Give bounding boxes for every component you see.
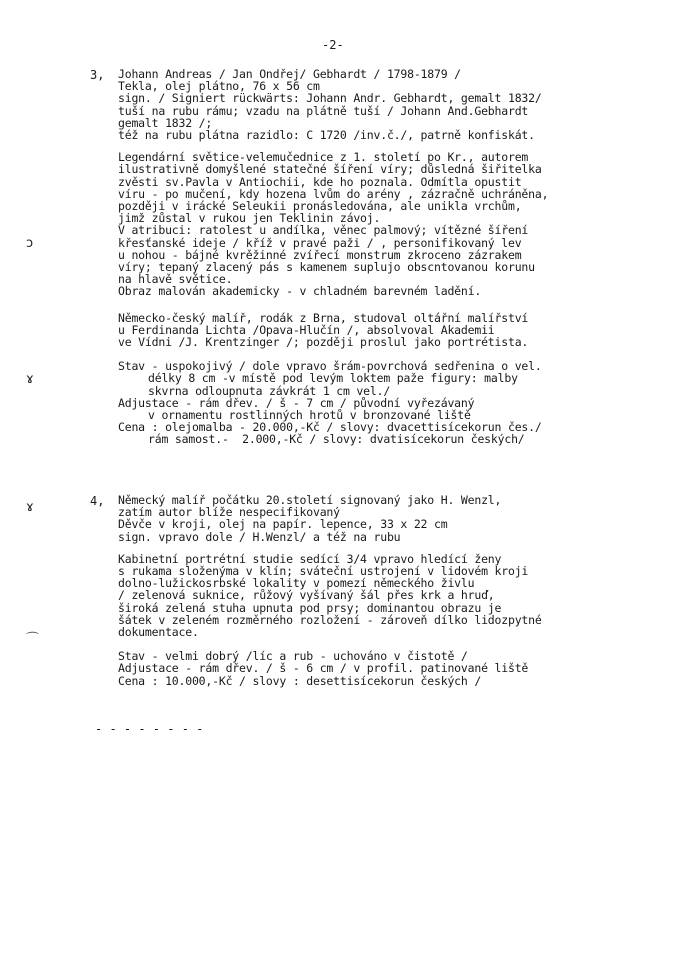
condition-line: skvrna odloupnuta závkrát 1 cm vel./ [148,383,391,398]
entry-header-line: Tekla, olej plátno, 76 x 56 cm [118,79,320,94]
author-bio-line: Německo-český malíř, rodák z Brna, studoval oltářní malířství [118,310,529,325]
entry-header-line: Děvče v kroji, olej na papír. lepence, 33 x 22 cm [118,517,448,532]
description-line: na hlavě světice. [118,272,233,287]
entry-header-line: gemalt 1832 /; [118,115,213,130]
description-line: později v irácké Seleukii pronásledována, ale unikla vrchům, [118,199,522,214]
margin-mark: ↄ [26,236,34,251]
description-line: zvěsti sv.Pavla v Antiochii, kde ho poznala. Odmítla opustit [118,174,522,189]
description-line: víru - po mučení, kdy hozena lvům do arény , zázračně uchráněna, [118,186,549,201]
entry-header-line: sign. vpravo dole / H.Wenzl/ a též na rubu [118,529,401,544]
catalog-entry [90,67,678,447]
entry-header-line: též na rubu plátna razidlo: C 1720 /inv.č./, patrně konfiskát. [118,128,535,143]
entry-header-line: Johann Andreas / Jan Ondřej/ Gebhardt / 1798-1879 / [118,67,461,81]
entry-number: 3, [90,68,105,82]
condition-line: v ornamentu rostlinných hrotů v bronzované liště [148,408,471,423]
entry-header-line: tuší na rubu rámu; vzadu na plátně tuší / Johann And.Gebhardt [118,103,529,118]
description-line: Obraz malován akademicky - v chladném barevném ladění. [118,284,482,299]
margin-mark: ɤ [26,500,34,515]
condition-line: Adjustace - rám dřev. / š - 7 cm / původní vyřezávaný [118,395,475,410]
entry-header-line: zatím autor blíže nespecifikovaný [118,505,340,520]
description-line: křesťanské ideje / kříž v pravé paži / , personifikovaný lev [118,235,522,250]
author-bio-line: ve Vídni /J. Krentzinger /; později proslul jako portrétista. [118,335,529,350]
margin-mark: ɤ [26,372,34,387]
catalog-entry [90,493,678,688]
description-line: Legendární světice-velemučednice z 1. století po Kr., autorem [118,150,529,165]
description-line: jimž zůstal v rukou jen Teklinin závoj. [118,211,381,226]
entry-header-line: sign. / Signiert rückwärts: Johann Andr. Gebhardt, gemalt 1832/ [118,91,542,106]
footer-separator: - - - - - - - - [95,722,204,736]
page-number: -2- [322,38,344,52]
condition-line: Stav - uspokojivý / dole vpravo šrám-povrchová sedřenina o vel. [118,359,542,374]
description-line: s rukama složenýma v klín; sváteční ustrojení v lidovém kroji [118,564,529,579]
description-line: ilustrativně domyšlené statečné šíření víry; důsledná šiřitelka [118,162,542,177]
entry-header-line: Německý malíř počátku 20.století signovaný jako H. Wenzl, [118,493,502,507]
description-line: u nohou - bájné kvrěžinné zvířecí monstrum zkroceno zázrakem [118,247,522,262]
condition-line: Stav - velmi dobrý /líc a rub - uchováno v čistotě / [118,649,468,664]
condition-line: délky 8 cm -v místě pod levým loktem paže figury: malby [148,371,518,386]
description-line: / zelenová suknice, růžový vyšívaný šál přes krk a hruď, [118,588,495,603]
condition-line: Cena : 10.000,-Kč / slovy : desettisícekorun českých / [118,673,482,688]
condition-line: rám samost.- 2.000,-Kč / slovy: dvatisícekorun českých/ [148,432,525,447]
condition-line: Adjustace - rám dřev. / š - 6 cm / v profil. patinované liště [118,661,529,676]
author-bio-line: u Ferdinanda Lichta /Opava-Hlučín /, absolvoval Akademii [118,322,495,337]
entry-number: 4, [90,494,105,508]
description-line: šátek v zeleném rozměrného rozložení - zároveň dílko lidozpytné [118,612,542,627]
description-line: dolno-lužickosrbské lokality v pomezí německého živlu [118,576,475,591]
description-line: víry; tepaný zlacený pás s kamenem suplujo obscntovanou korunu [118,260,535,275]
description-line: Kabinetní portrétní studie sedící 3/4 vpravo hledící ženy [118,551,502,566]
description-line: dokumentace. [118,625,199,640]
description-line: široká zelená stuha upnuta pod prsy; dominantou obrazu je [118,600,502,615]
description-line: V atribuci: ratolest u andílka, věnec palmový; vítězné šíření [118,223,529,238]
condition-line: Cena : olejomalba - 20.000,-Kč / slovy: dvacettisícekorun čes./ [118,420,542,435]
margin-mark: ⌒ [26,632,40,647]
